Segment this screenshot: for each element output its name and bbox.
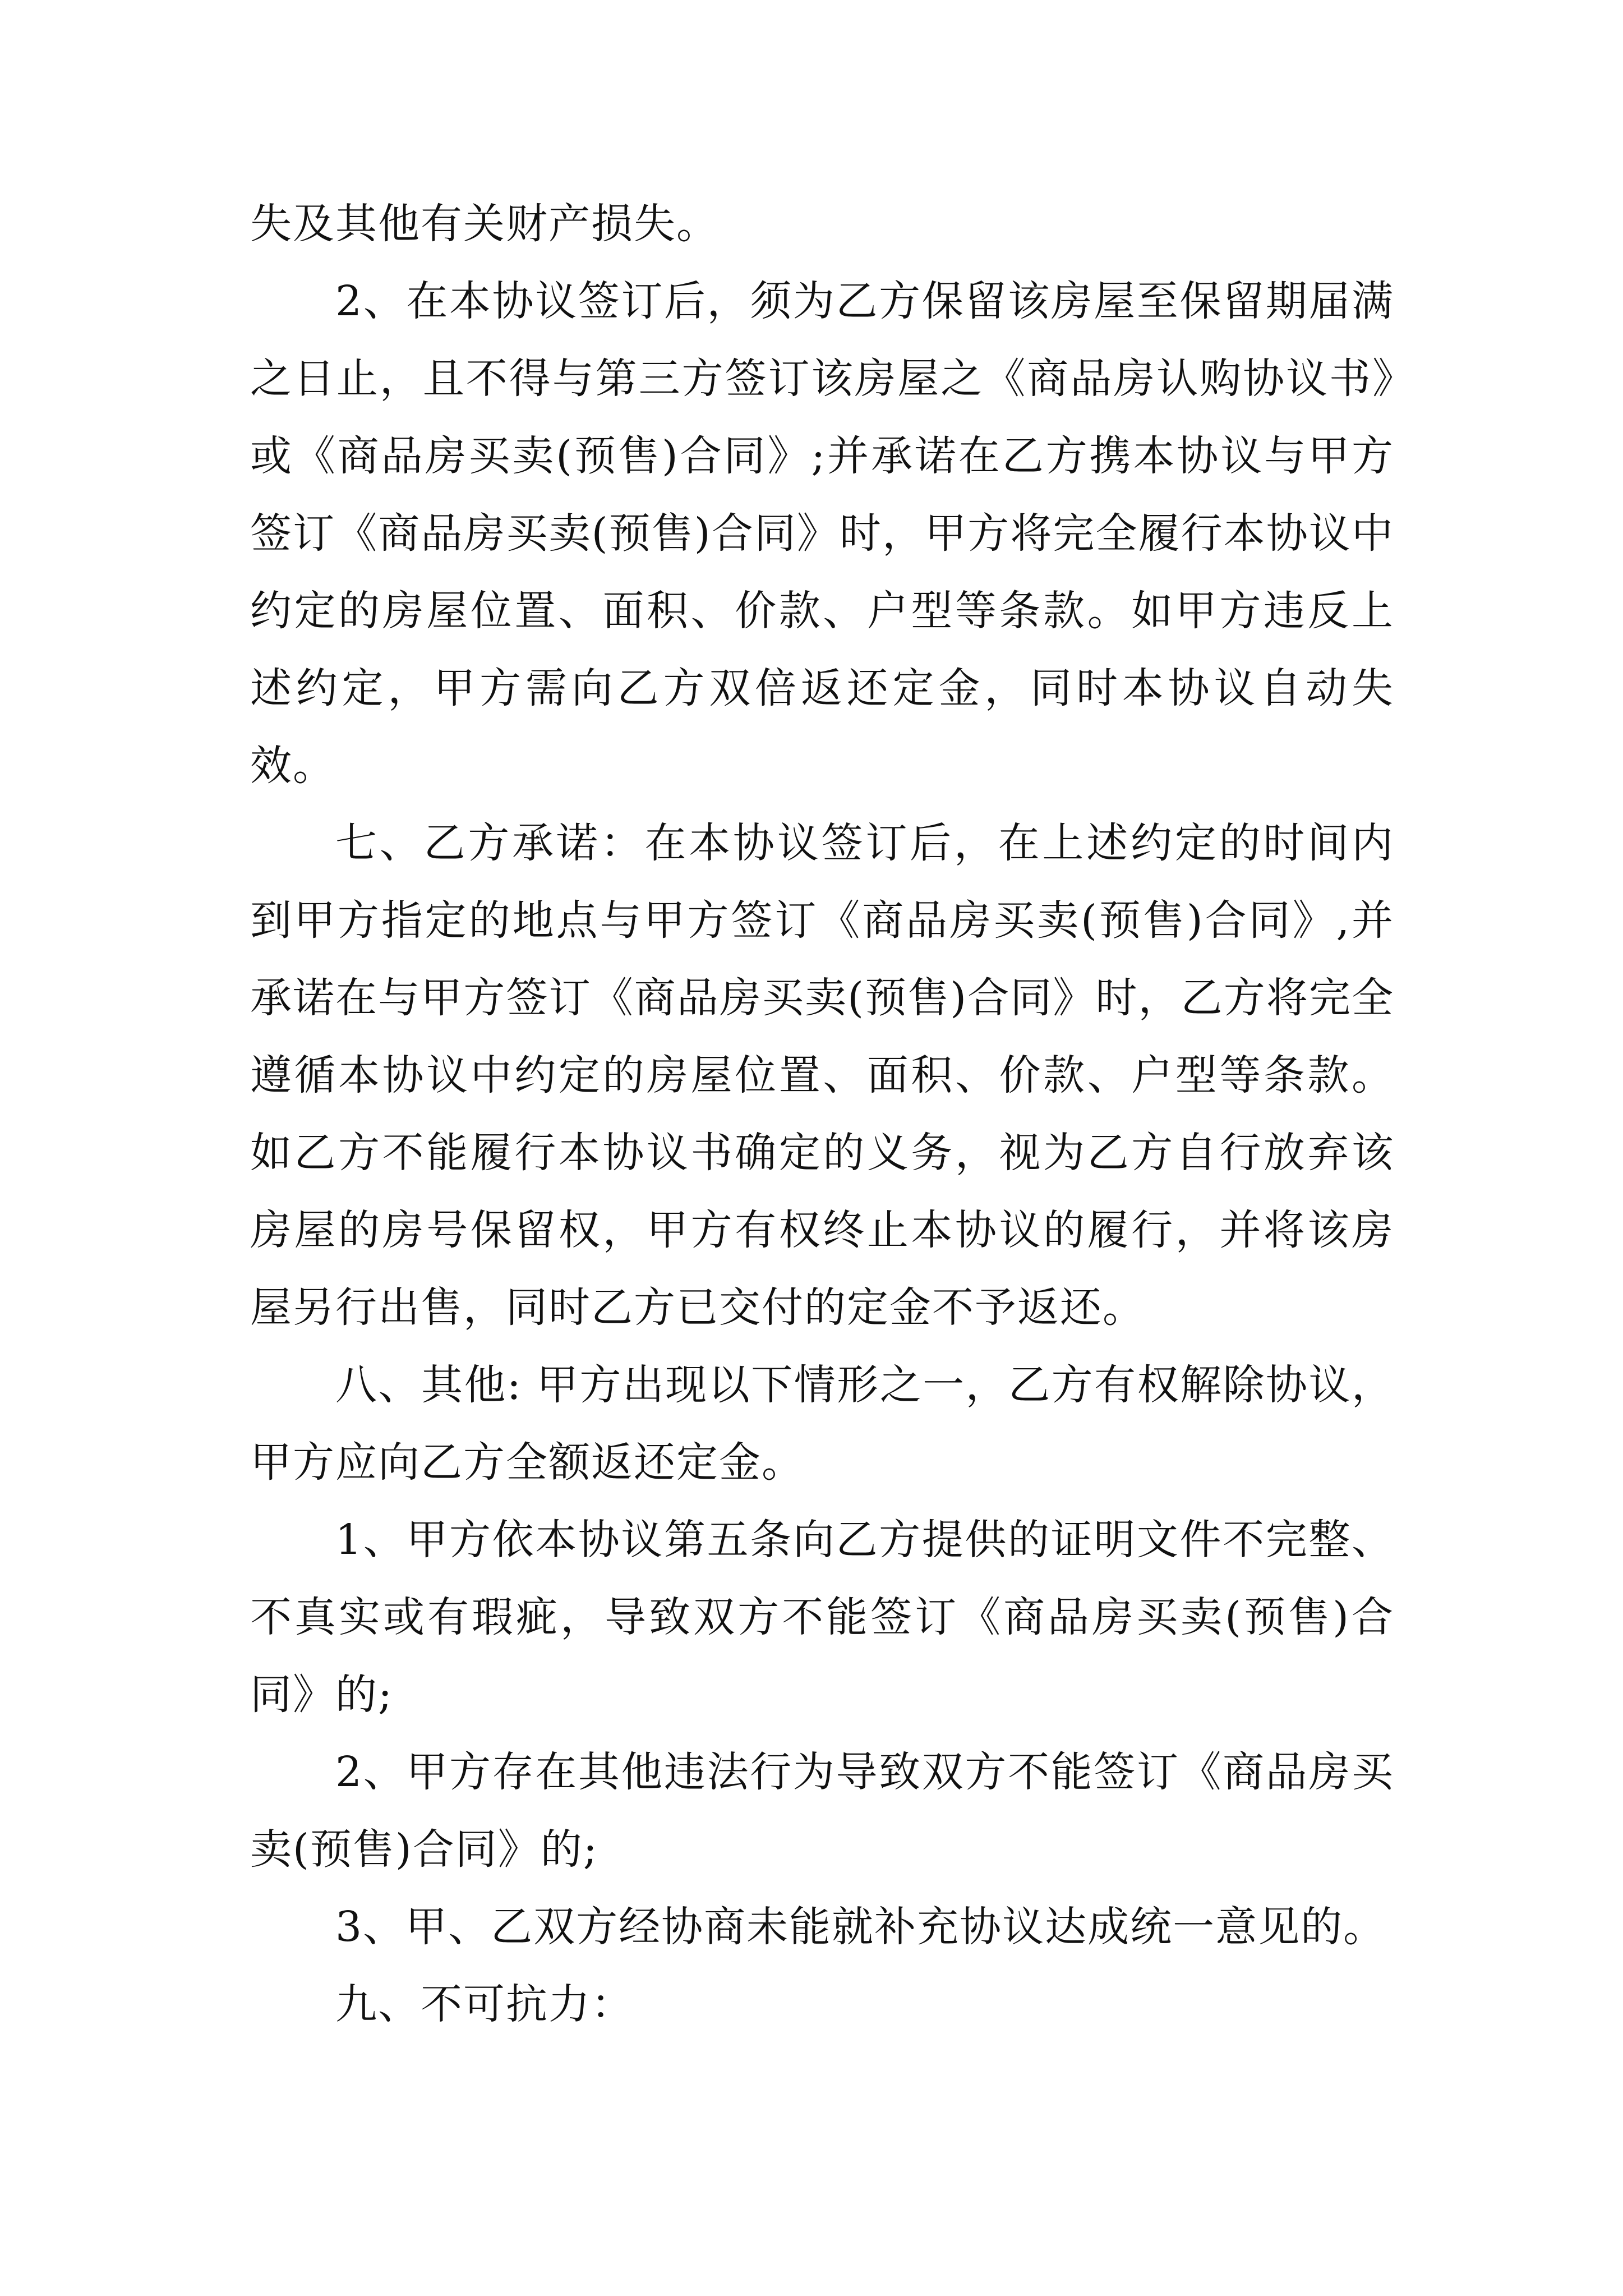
paragraph-item-1-documents: 1、甲方依本协议第五条向乙方提供的证明文件不完整、不真实或有瑕疵，导致双方不能签订《商品房买卖(预售)合同》的; (250, 1516, 1394, 1719)
paragraph-section-8-other: 八、其他: 甲方出现以下情形之一，乙方有权解除协议，甲方应向乙方全额返还定金。 (250, 1361, 1394, 1487)
paragraph-section-9-force-majeure: 九、不可抗力： (335, 1980, 634, 2028)
paragraph-continuation: 失及其他有关财产损失。 (250, 200, 719, 248)
paragraph-item-2-violations: 2、甲方存在其他违法行为导致双方不能签订《商品房买卖(预售)合同》的; (250, 1748, 1394, 1874)
paragraph-item-3-negotiation: 3、甲、乙双方经协商未能就补充协议达成统一意见的。 (335, 1903, 1386, 1951)
paragraph-clause-2-reservation: 2、在本协议签订后，须为乙方保留该房屋至保留期届满之日止，且不得与第三方签订该房屋之《商品房认购协议书》或《商品房买卖(预售)合同》;并承诺在乙方携本协议与甲方签订《商品房买卖(预售)合同》时，甲方将完全履行本协议中约定的房屋位置、面积、价款、户型等条款。如甲方违反上述约定，甲方需向乙方双倍返还定金，同时本协议自动失效。 (250, 277, 1394, 790)
paragraph-section-7-party-b-commitment: 七、乙方承诺：在本协议签订后，在上述约定的时间内到甲方指定的地点与甲方签订《商品房买卖(预售)合同》,并承诺在与甲方签订《商品房买卖(预售)合同》时，乙方将完全遵循本协议中约定的房屋位置、面积、价款、户型等条款。如乙方不能履行本协议书确定的义务，视为乙方自行放弃该房屋的房号保留权，甲方有权终止本协议的履行，并将该房屋另行出售，同时乙方已交付的定金不予返还。 (250, 819, 1394, 1332)
document-body (250, 185, 1394, 2043)
